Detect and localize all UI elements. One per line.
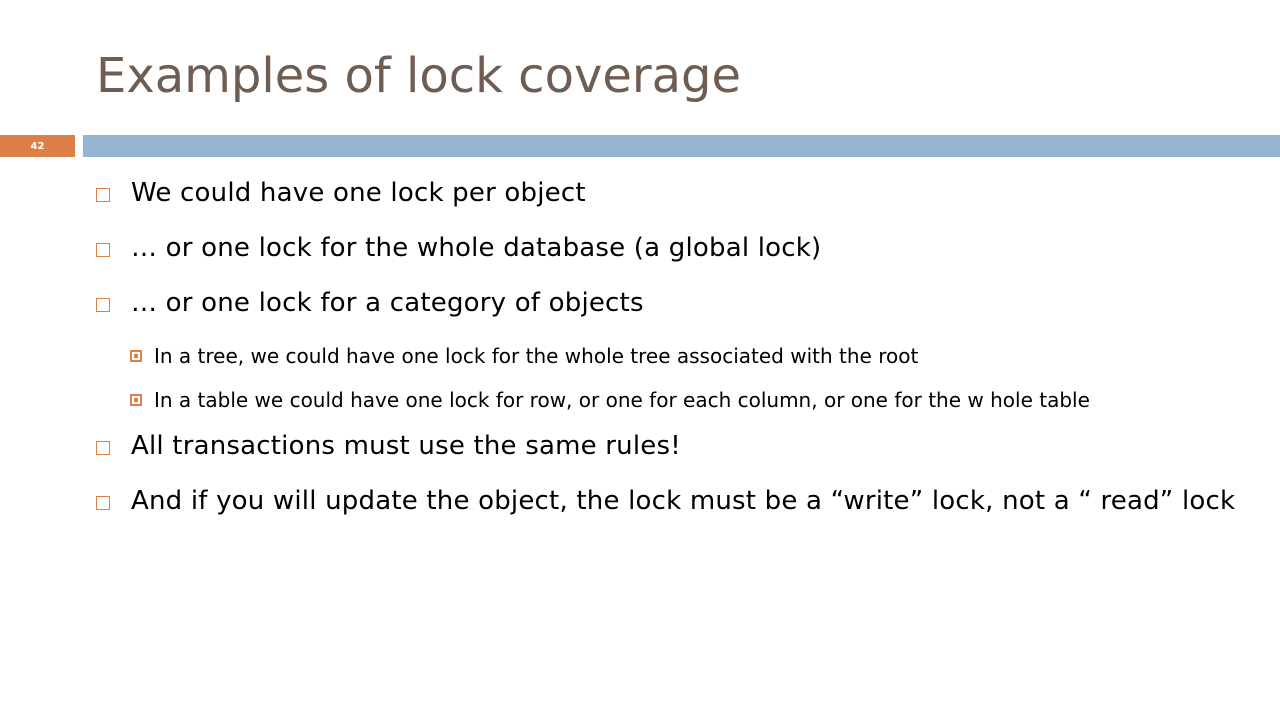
bullet-item <box>96 484 1246 518</box>
bullet-item <box>96 176 1246 210</box>
slide-title: Examples of lock coverage <box>96 48 742 104</box>
sub-bullet-item <box>96 341 1246 371</box>
square-bullet-icon <box>96 188 110 202</box>
bullet-text: … or one lock for a category of objects <box>131 288 644 318</box>
sub-bullet-text: In a table we could have one lock for row, or one for each column, or one for the w hole table <box>154 388 1090 412</box>
bullet-text: And if you will update the object, the lock must be a “write” lock, not a “ read” lock <box>131 486 1236 516</box>
bullet-text: We could have one lock per object <box>131 178 586 208</box>
filled-square-bullet-icon <box>130 394 142 406</box>
title-divider-bar <box>83 135 1280 157</box>
slide-number: 42 <box>0 135 75 157</box>
sub-bullet-text: In a tree, we could have one lock for the whole tree associated with the root <box>154 344 919 368</box>
square-bullet-icon <box>96 298 110 312</box>
bullet-list <box>96 176 1246 539</box>
square-bullet-icon <box>96 243 110 257</box>
square-bullet-icon <box>96 496 110 510</box>
square-bullet-icon <box>96 441 110 455</box>
bullet-text: All transactions must use the same rules! <box>131 431 681 461</box>
bullet-item <box>96 286 1246 320</box>
filled-square-bullet-icon <box>130 350 142 362</box>
bullet-text: … or one lock for the whole database (a global lock) <box>131 233 822 263</box>
bullet-item <box>96 231 1246 265</box>
bullet-item <box>96 429 1246 463</box>
sub-bullet-item <box>96 385 1246 415</box>
